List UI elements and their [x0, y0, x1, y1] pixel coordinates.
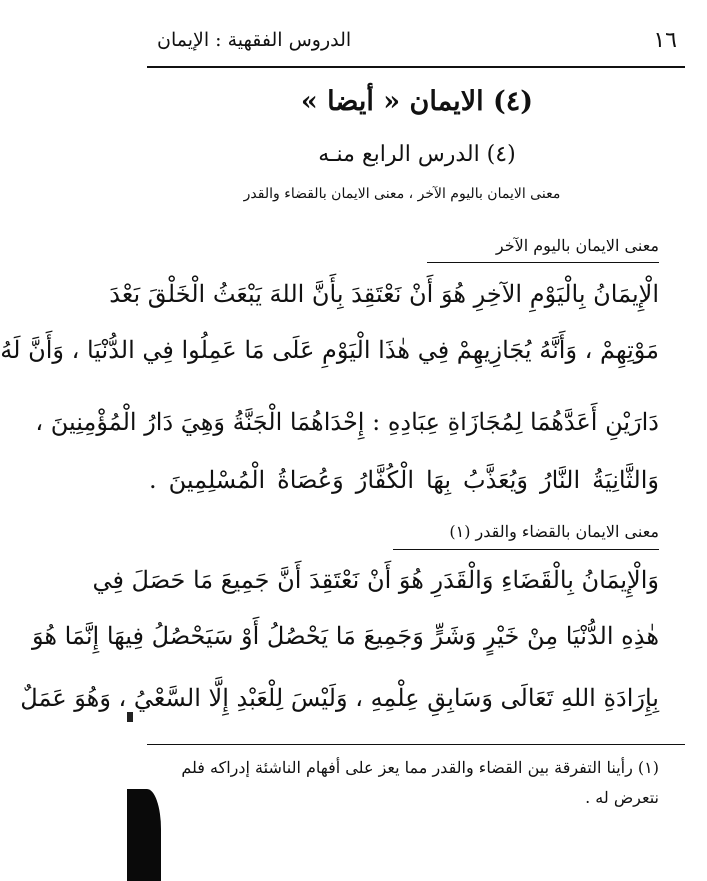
running-title: الدروس الفقهية : الإيمان [157, 29, 352, 51]
scan-artifact [127, 712, 133, 722]
footnote-line: (١) رأينا التفرقة بين القضاء والقدر مما يعز على أفهام الناشئة إدراكه فلم [181, 758, 659, 777]
footnote-separator [147, 744, 685, 745]
section-heading-underline [427, 262, 659, 263]
paragraph-line: بِإِرَادَةِ اللهِ تَعَالَى وَسَابِقِ عِلْمِهِ ، وَلَيْسَ لِلْعَبْدِ إِلَّا السَّعْيُ ، وَهُوَ عَمَلٌ [20, 684, 659, 712]
lesson-topics: معنى الايمان باليوم الآخر ، معنى الايمان بالقضاء والقدر [243, 186, 561, 202]
lesson-title: (٤) الدرس الرابع منـه [318, 142, 516, 167]
page-header [157, 20, 677, 60]
paragraph-line: وَالثَّانِيَةُ النَّارُ وَيُعَذَّبُ بِهَا الْكُفَّارُ وَعُصَاةُ الْمُسْلِمِينَ . [149, 466, 659, 494]
chapter-title: (٤) الايمان « أيضا » [300, 86, 534, 117]
footnote-line: نتعرض له . [585, 788, 659, 807]
paragraph-line: هٰذِهِ الدُّنْيَا مِنْ خَيْرٍ وَشَرٍّ وَجَمِيعَ مَا يَحْصُلُ أَوْ سَيَحْصُلُ فِيهَا إِنَّمَا هُوَ [32, 622, 659, 650]
section-heading-underline [393, 549, 659, 550]
page-number: ١٦ [653, 27, 677, 53]
header-rule [147, 66, 685, 68]
binding-shadow [127, 789, 161, 881]
paragraph-line: دَارَيْنِ أَعَدَّهُمَا لِمُجَازَاةِ عِبَادِهِ : إِحْدَاهُمَا الْجَنَّةُ وَهِيَ دَارُ الْمُؤْمِنِينَ ، [35, 408, 659, 436]
section-heading-last-day: معنى الايمان باليوم الآخر [495, 236, 659, 255]
paragraph-line: الْإِيمَانُ بِالْيَوْمِ الآخِرِ هُوَ أَنْ نَعْتَقِدَ بِأَنَّ اللهَ يَبْعَثُ الْخَلْقَ بَعْدَ [109, 280, 659, 308]
section-heading-fate: معنى الايمان بالقضاء والقدر (١) [449, 522, 659, 541]
paragraph-line: مَوْتِهِمْ ، وَأَنَّهُ يُجَازِيهِمْ فِي هٰذَا الْيَوْمِ عَلَى مَا عَمِلُوا فِي الدُّنْيَا ، وَأَنَّ لَهُ [0, 336, 659, 364]
paragraph-line: وَالْإِيمَانُ بِالْقَضَاءِ وَالْقَدَرِ هُوَ أَنْ نَعْتَقِدَ أَنَّ جَمِيعَ مَا حَصَلَ فِي [92, 566, 659, 594]
